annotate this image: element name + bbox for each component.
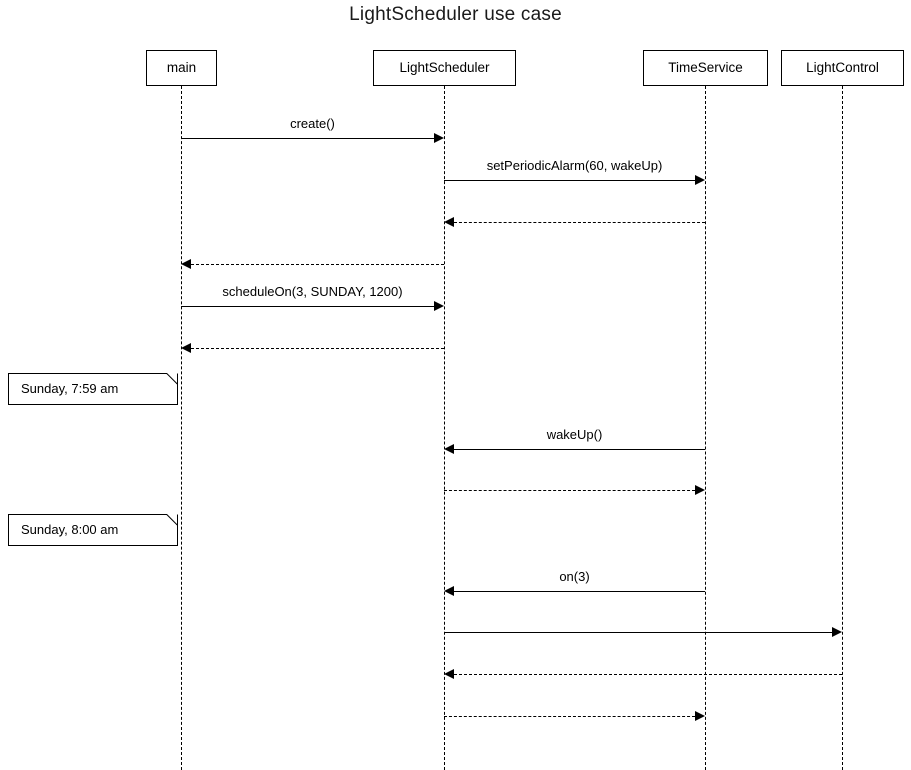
message-label-create: create() <box>290 116 335 131</box>
message-line-create <box>181 138 434 139</box>
lifeline-label-timeservice: TimeService <box>668 60 743 75</box>
note-sunday-759 <box>8 373 178 405</box>
message-arrowhead-return-alarm <box>444 217 454 227</box>
message-arrowhead-wakeup-1 <box>444 444 454 454</box>
message-line-wakeup-2 <box>454 591 705 592</box>
message-line-return-on3 <box>454 674 842 675</box>
message-label-wakeup-2: on(3) <box>559 569 590 584</box>
lifeline-box-lightcontrol[interactable] <box>781 50 904 86</box>
message-line-return-alarm <box>454 222 705 223</box>
message-arrowhead-on3 <box>832 627 842 637</box>
message-arrowhead-setperiodicalarm <box>695 175 705 185</box>
message-arrowhead-wakeup-2 <box>444 586 454 596</box>
message-line-return-schedule <box>191 348 444 349</box>
diagram-title: LightScheduler use case <box>349 4 562 25</box>
message-line-setperiodicalarm <box>444 180 695 181</box>
note-text-sunday-759: Sunday, 7:59 am <box>21 381 119 396</box>
lifeline-label-lightcontrol: LightControl <box>806 60 879 75</box>
message-label-scheduleon: scheduleOn(3, SUNDAY, 1200) <box>222 284 403 299</box>
message-line-return-wakeup-2 <box>444 716 695 717</box>
lifeline-box-lightscheduler[interactable] <box>373 50 516 86</box>
message-arrowhead-return-on3 <box>444 669 454 679</box>
lifeline-label-main: main <box>166 60 197 75</box>
message-line-scheduleon <box>181 306 434 307</box>
message-arrowhead-return-wakeup-1 <box>695 485 705 495</box>
lifeline-label-lightscheduler: LightScheduler <box>399 60 490 75</box>
message-line-return-wakeup-1 <box>444 490 695 491</box>
message-arrowhead-return-wakeup-2 <box>695 711 705 721</box>
lifeline-box-timeservice[interactable] <box>643 50 768 86</box>
lifeline-line-timeservice <box>705 86 706 770</box>
message-line-return-create <box>191 264 444 265</box>
message-line-on3 <box>444 632 832 633</box>
lifeline-line-main <box>181 86 182 770</box>
message-label-setperiodicalarm: setPeriodicAlarm(60, wakeUp) <box>486 158 663 173</box>
note-text-sunday-800: Sunday, 8:00 am <box>21 522 119 537</box>
note-sunday-800 <box>8 514 178 546</box>
message-line-wakeup-1 <box>454 449 705 450</box>
lifeline-box-main[interactable] <box>146 50 217 86</box>
message-arrowhead-scheduleon <box>434 301 444 311</box>
message-label-wakeup-1: wakeUp() <box>546 427 603 442</box>
message-arrowhead-return-schedule <box>181 343 191 353</box>
message-arrowhead-create <box>434 133 444 143</box>
message-arrowhead-return-create <box>181 259 191 269</box>
lifeline-line-lightcontrol <box>842 86 843 770</box>
